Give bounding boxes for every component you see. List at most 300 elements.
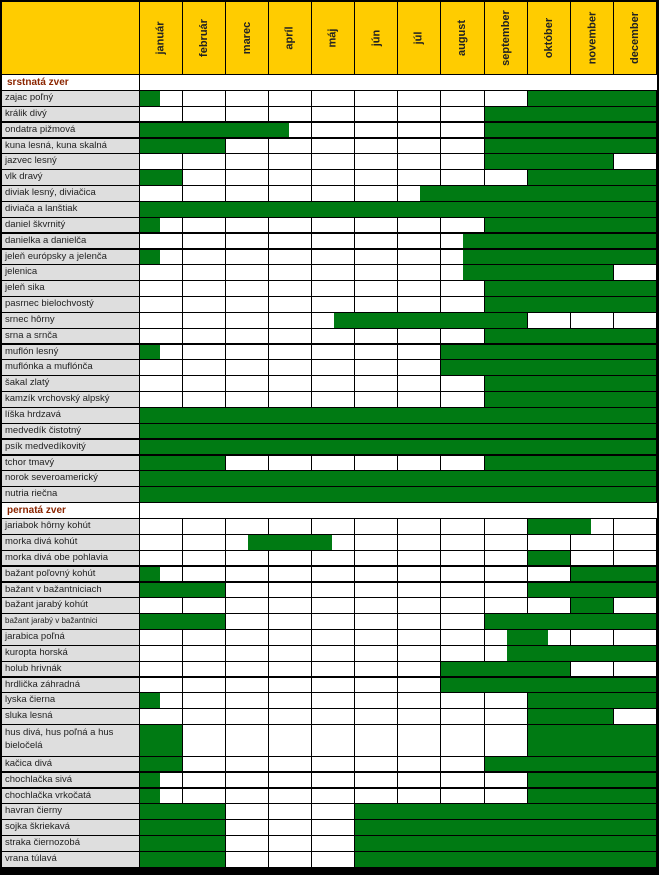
month-cell <box>312 820 354 835</box>
species-label: vrana túlavá <box>2 852 139 867</box>
month-cell <box>312 567 354 582</box>
month-cell <box>312 646 354 661</box>
month-cell <box>269 614 311 629</box>
species-label: srnec hôrny <box>2 313 139 328</box>
month-cell <box>398 297 440 312</box>
open-season-mark <box>140 757 182 772</box>
month-cell <box>226 789 268 804</box>
month-cell <box>355 218 397 233</box>
month-cell <box>269 820 311 835</box>
month-cell <box>312 392 354 407</box>
month-cell <box>269 583 311 598</box>
open-season-mark <box>140 725 182 756</box>
month-cell <box>441 725 484 756</box>
month-cell <box>485 725 527 756</box>
month-cell <box>441 773 484 788</box>
month-header-1 <box>140 2 182 74</box>
month-cell <box>398 107 440 122</box>
month-header-7 <box>398 2 440 74</box>
month-cell <box>441 630 484 645</box>
month-cell <box>140 709 182 724</box>
month-cell <box>183 91 225 106</box>
month-cell <box>226 709 268 724</box>
species-label: zajac poľný <box>2 91 139 106</box>
month-cell <box>226 360 268 375</box>
month-cell <box>226 836 268 851</box>
open-season-mark <box>140 170 182 185</box>
species-label: šakal zlatý <box>2 376 139 391</box>
open-season-mark <box>441 678 656 693</box>
open-season-mark <box>463 250 656 265</box>
month-cell <box>485 567 527 582</box>
species-label: havran čierny <box>2 804 139 819</box>
month-cell <box>355 345 397 360</box>
month-cell <box>312 725 354 756</box>
species-label: kuna lesná, kuna skalná <box>2 139 139 154</box>
month-header-8 <box>441 2 484 74</box>
open-season-mark <box>528 709 613 724</box>
month-cell <box>140 630 182 645</box>
open-season-mark <box>485 218 656 233</box>
month-cell <box>183 551 225 566</box>
open-season-mark <box>485 392 656 407</box>
month-header-10 <box>528 2 570 74</box>
month-cell <box>355 392 397 407</box>
open-season-mark <box>140 408 656 423</box>
species-label: jariabok hôrny kohút <box>2 519 139 534</box>
month-cell <box>355 725 397 756</box>
species-label: hus divá, hus poľná a hus bieločelá <box>2 725 139 756</box>
month-cell <box>614 519 656 534</box>
month-cell <box>485 519 527 534</box>
month-cell <box>312 139 354 154</box>
month-name: jún <box>369 29 382 47</box>
month-cell <box>441 281 484 296</box>
month-cell <box>140 535 182 550</box>
month-cell <box>312 107 354 122</box>
month-cell <box>398 234 440 249</box>
month-cell <box>398 360 440 375</box>
month-cell <box>398 519 440 534</box>
month-cell <box>226 154 268 169</box>
species-label: králik divý <box>2 107 139 122</box>
month-cell <box>140 662 182 677</box>
month-cell <box>355 170 397 185</box>
month-header-5 <box>312 2 354 74</box>
month-cell <box>398 662 440 677</box>
month-cell <box>226 456 268 471</box>
month-cell <box>269 218 311 233</box>
month-cell <box>485 535 527 550</box>
month-cell <box>355 329 397 344</box>
month-cell <box>398 250 440 265</box>
month-cell <box>355 789 397 804</box>
month-cell <box>355 281 397 296</box>
month-header-9 <box>485 2 527 74</box>
month-cell <box>441 376 484 391</box>
open-season-mark <box>571 567 656 582</box>
month-cell <box>398 567 440 582</box>
month-cell <box>355 709 397 724</box>
month-cell <box>269 265 311 280</box>
month-name: september <box>499 10 512 66</box>
open-season-mark <box>485 107 656 122</box>
open-season-mark <box>248 535 333 550</box>
month-cell <box>355 646 397 661</box>
open-season-mark <box>485 456 656 471</box>
month-cell <box>441 329 484 344</box>
month-cell <box>355 598 397 613</box>
month-cell <box>226 170 268 185</box>
month-cell <box>398 456 440 471</box>
month-cell <box>312 234 354 249</box>
section-band <box>140 75 657 90</box>
month-cell <box>226 265 268 280</box>
month-cell <box>441 646 484 661</box>
month-cell <box>485 693 527 708</box>
month-cell <box>398 583 440 598</box>
open-season-mark <box>140 804 225 819</box>
month-cell <box>183 250 225 265</box>
month-cell <box>226 662 268 677</box>
month-cell <box>226 820 268 835</box>
open-season-mark <box>140 424 656 439</box>
month-cell <box>312 598 354 613</box>
month-cell <box>269 345 311 360</box>
section-title: pernatá zver <box>2 503 139 518</box>
open-season-mark <box>140 202 656 217</box>
month-cell <box>226 329 268 344</box>
species-label: chochlačka vrkočatá <box>2 789 139 804</box>
month-cell <box>398 725 440 756</box>
month-cell <box>614 535 656 550</box>
month-cell <box>355 360 397 375</box>
month-cell <box>183 107 225 122</box>
open-season-mark <box>528 789 656 804</box>
species-label: líška hrdzavá <box>2 408 139 423</box>
month-cell <box>441 123 484 138</box>
species-label: norok severoamerický <box>2 471 139 486</box>
month-cell <box>312 583 354 598</box>
month-cell <box>140 186 182 201</box>
month-cell <box>355 567 397 582</box>
open-season-mark <box>355 820 656 835</box>
open-season-mark <box>334 313 527 328</box>
month-cell <box>226 567 268 582</box>
open-season-mark <box>528 519 591 534</box>
month-cell <box>226 614 268 629</box>
species-label: sluka lesná <box>2 709 139 724</box>
month-cell <box>441 107 484 122</box>
month-cell <box>140 392 182 407</box>
section-title: srstnatá zver <box>2 75 139 90</box>
month-cell <box>226 598 268 613</box>
month-cell <box>183 789 225 804</box>
open-season-mark <box>528 725 656 756</box>
open-season-mark <box>441 345 656 360</box>
month-cell <box>226 725 268 756</box>
month-name: október <box>542 17 555 59</box>
month-cell <box>312 297 354 312</box>
month-cell <box>269 678 311 693</box>
month-cell <box>269 693 311 708</box>
month-cell <box>312 345 354 360</box>
open-season-mark <box>528 773 656 788</box>
open-season-mark <box>355 836 656 851</box>
species-label: diviak lesný, diviačica <box>2 186 139 201</box>
month-cell <box>355 551 397 566</box>
month-name: august <box>456 19 469 56</box>
species-label: jelenica <box>2 265 139 280</box>
month-cell <box>269 170 311 185</box>
month-cell <box>441 598 484 613</box>
month-cell <box>312 170 354 185</box>
month-cell <box>312 551 354 566</box>
month-cell <box>183 757 225 772</box>
open-season-mark <box>571 598 613 613</box>
month-cell <box>485 551 527 566</box>
month-name: júl <box>412 31 425 45</box>
species-label: nutria riečna <box>2 487 139 502</box>
month-cell <box>441 614 484 629</box>
open-season-mark <box>140 487 656 502</box>
header-corner <box>2 2 139 74</box>
month-cell <box>355 773 397 788</box>
month-cell <box>226 757 268 772</box>
species-label: holub hrivnák <box>2 662 139 677</box>
month-cell <box>269 836 311 851</box>
species-label: danielka a danielča <box>2 234 139 249</box>
month-cell <box>269 297 311 312</box>
month-cell <box>355 630 397 645</box>
month-cell <box>269 250 311 265</box>
species-label: lyska čierna <box>2 693 139 708</box>
month-cell <box>269 107 311 122</box>
month-cell <box>312 91 354 106</box>
open-season-mark <box>355 852 656 867</box>
open-season-mark <box>441 360 656 375</box>
month-cell <box>269 376 311 391</box>
month-cell <box>269 709 311 724</box>
month-cell <box>355 376 397 391</box>
month-cell <box>312 123 354 138</box>
species-label: bažant v bažantniciach <box>2 583 139 598</box>
month-cell <box>183 234 225 249</box>
month-cell <box>269 804 311 819</box>
species-label: jarabica poľná <box>2 630 139 645</box>
month-cell <box>485 773 527 788</box>
month-header-3 <box>226 2 268 74</box>
open-season-mark <box>140 139 225 154</box>
month-cell <box>312 804 354 819</box>
species-label: morka divá obe pohlavia <box>2 551 139 566</box>
month-cell <box>441 170 484 185</box>
open-season-mark <box>507 646 656 661</box>
month-cell <box>312 852 354 867</box>
month-cell <box>441 789 484 804</box>
month-cell <box>355 123 397 138</box>
month-cell <box>312 836 354 851</box>
month-cell <box>183 392 225 407</box>
month-cell <box>398 789 440 804</box>
open-season-mark <box>140 123 289 138</box>
month-cell <box>614 551 656 566</box>
month-cell <box>269 139 311 154</box>
month-header-11 <box>571 2 613 74</box>
month-cell <box>226 107 268 122</box>
month-cell <box>571 535 613 550</box>
open-season-mark <box>507 630 549 645</box>
month-cell <box>226 773 268 788</box>
month-cell <box>441 297 484 312</box>
month-cell <box>312 789 354 804</box>
month-cell <box>398 598 440 613</box>
month-cell <box>269 360 311 375</box>
month-cell <box>183 186 225 201</box>
month-cell <box>312 250 354 265</box>
month-cell <box>528 567 570 582</box>
month-cell <box>355 186 397 201</box>
month-cell <box>140 360 182 375</box>
open-season-mark <box>140 836 225 851</box>
open-season-mark <box>140 218 160 233</box>
open-season-mark <box>140 820 225 835</box>
month-cell <box>355 91 397 106</box>
month-cell <box>183 773 225 788</box>
month-cell <box>269 154 311 169</box>
month-cell <box>269 757 311 772</box>
month-cell <box>183 360 225 375</box>
month-cell <box>398 614 440 629</box>
month-cell <box>183 170 225 185</box>
month-cell <box>140 313 182 328</box>
species-label: hrdlička záhradná <box>2 678 139 693</box>
species-label: srna a srnča <box>2 329 139 344</box>
month-cell <box>614 598 656 613</box>
month-cell <box>183 329 225 344</box>
month-cell <box>355 535 397 550</box>
month-cell <box>485 170 527 185</box>
month-cell <box>312 614 354 629</box>
month-cell <box>183 725 225 756</box>
month-cell <box>398 693 440 708</box>
month-cell <box>269 456 311 471</box>
month-cell <box>398 281 440 296</box>
month-cell <box>312 186 354 201</box>
month-cell <box>269 852 311 867</box>
open-season-mark <box>463 265 613 280</box>
open-season-mark <box>420 186 656 201</box>
month-cell <box>269 773 311 788</box>
month-cell <box>226 630 268 645</box>
month-cell <box>269 662 311 677</box>
month-header-4 <box>269 2 311 74</box>
month-cell <box>355 154 397 169</box>
month-cell <box>183 376 225 391</box>
month-cell <box>140 551 182 566</box>
open-season-mark <box>140 852 225 867</box>
month-cell <box>269 725 311 756</box>
month-cell <box>485 91 527 106</box>
species-label: jazvec lesný <box>2 154 139 169</box>
month-cell <box>485 789 527 804</box>
month-cell <box>355 662 397 677</box>
open-season-mark <box>528 170 656 185</box>
open-season-mark <box>485 376 656 391</box>
open-season-mark <box>485 123 656 138</box>
month-cell <box>441 392 484 407</box>
month-cell <box>226 551 268 566</box>
month-cell <box>140 281 182 296</box>
month-cell <box>312 265 354 280</box>
month-cell <box>398 265 440 280</box>
month-cell <box>226 345 268 360</box>
month-cell <box>571 662 613 677</box>
species-label: straka čiernozobá <box>2 836 139 851</box>
month-cell <box>269 313 311 328</box>
month-cell <box>398 170 440 185</box>
month-cell <box>183 678 225 693</box>
month-cell <box>485 709 527 724</box>
month-name: február <box>197 18 210 57</box>
open-season-mark <box>140 773 160 788</box>
month-cell <box>183 313 225 328</box>
month-cell <box>398 392 440 407</box>
open-season-mark <box>528 551 570 566</box>
species-label: muflón lesný <box>2 345 139 360</box>
month-cell <box>269 598 311 613</box>
month-header-2 <box>183 2 225 74</box>
month-cell <box>312 678 354 693</box>
open-season-mark <box>140 693 160 708</box>
month-cell <box>226 218 268 233</box>
month-cell <box>355 234 397 249</box>
month-cell <box>441 551 484 566</box>
month-cell <box>571 313 613 328</box>
month-cell <box>183 218 225 233</box>
month-cell <box>140 234 182 249</box>
month-name: január <box>154 21 167 55</box>
month-cell <box>614 154 656 169</box>
month-cell <box>398 91 440 106</box>
species-label: tchor tmavý <box>2 456 139 471</box>
open-season-mark <box>140 567 160 582</box>
month-cell <box>312 662 354 677</box>
month-cell <box>140 598 182 613</box>
open-season-mark <box>140 471 656 486</box>
open-season-mark <box>140 440 656 455</box>
month-cell <box>614 313 656 328</box>
species-label: muflónka a muflónča <box>2 360 139 375</box>
month-cell <box>355 678 397 693</box>
month-cell <box>398 154 440 169</box>
month-cell <box>398 376 440 391</box>
month-cell <box>183 567 225 582</box>
open-season-mark <box>140 345 160 360</box>
month-cell <box>226 376 268 391</box>
month-cell <box>398 345 440 360</box>
month-cell <box>312 360 354 375</box>
month-cell <box>183 154 225 169</box>
month-cell <box>355 614 397 629</box>
month-cell <box>269 789 311 804</box>
month-cell <box>140 519 182 534</box>
open-season-mark <box>485 154 613 169</box>
month-cell <box>226 693 268 708</box>
month-cell <box>441 218 484 233</box>
month-cell <box>269 91 311 106</box>
month-cell <box>312 281 354 296</box>
